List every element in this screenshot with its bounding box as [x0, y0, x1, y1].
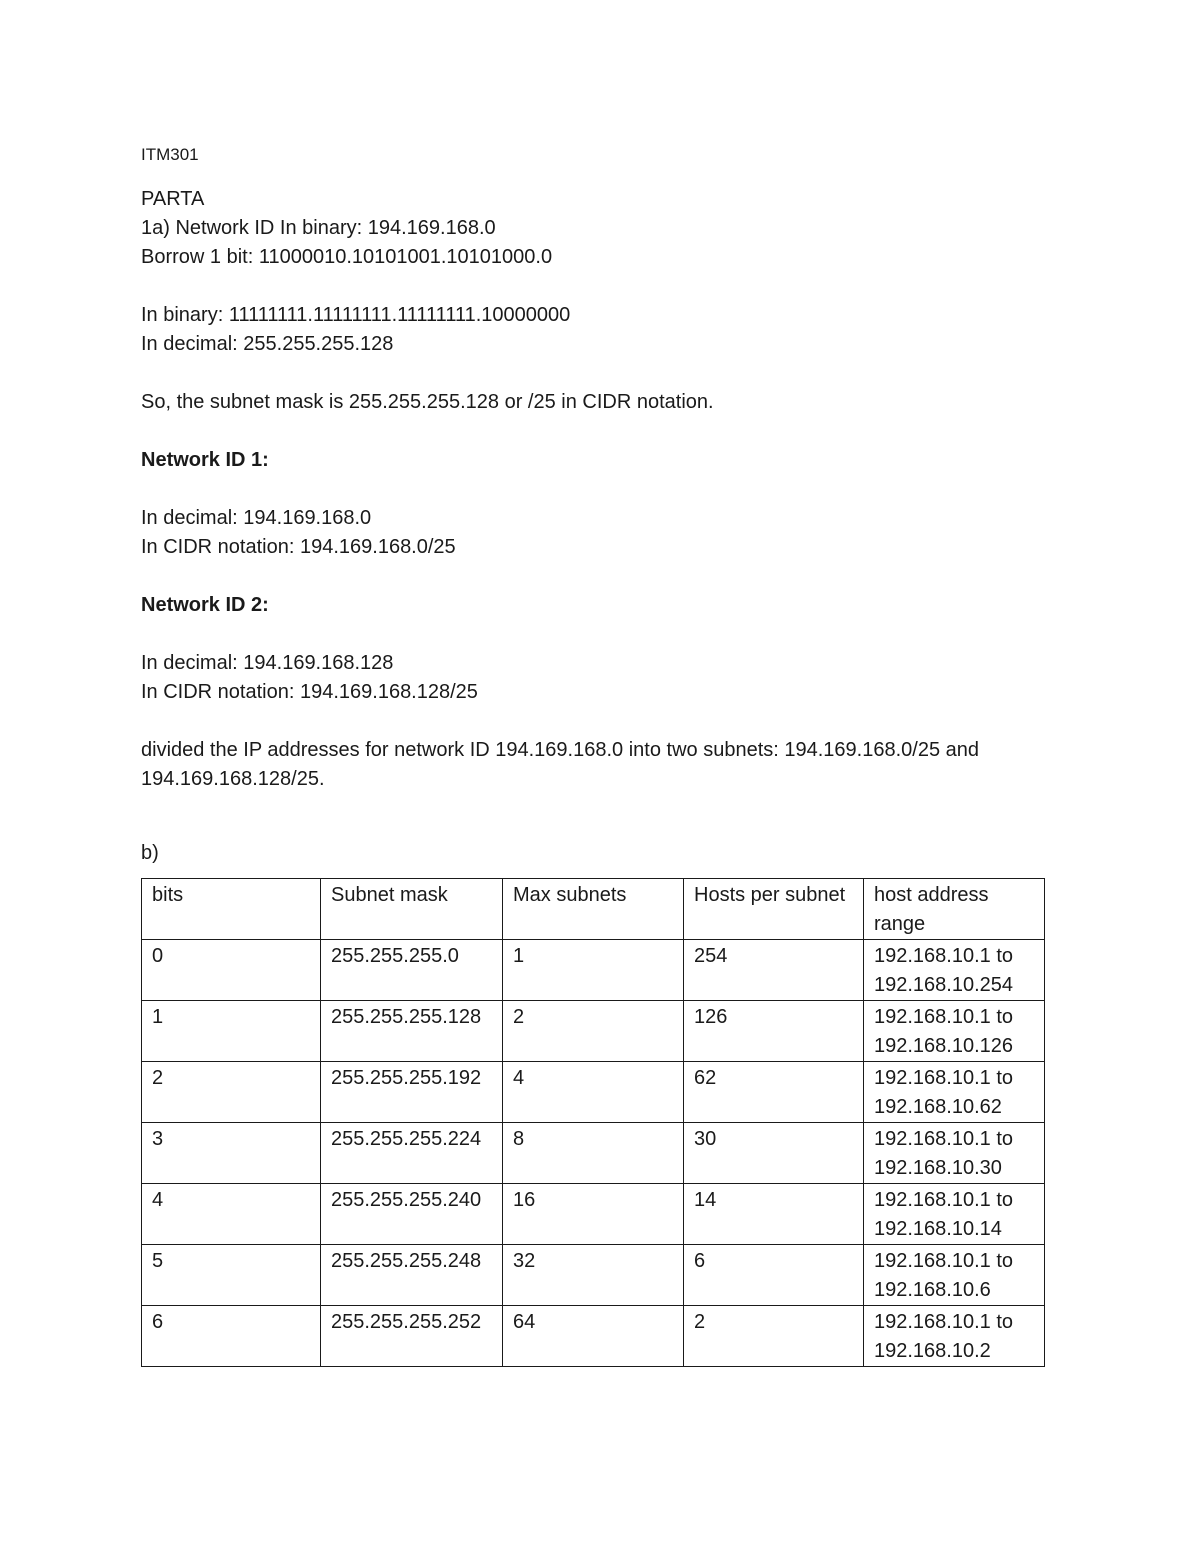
range-start: 192.168.10.1 to — [874, 945, 1014, 967]
document-page — [141, 140, 1061, 1367]
conclusion-paragraph: divided the IP addresses for network ID 194.169.168.0 into two subnets: 194.169.168.0/25 and 194.169.168.128/25. — [141, 739, 979, 790]
cell-host-address-range — [864, 1306, 1045, 1367]
table-header-row — [142, 879, 1045, 940]
cell-subnet-mask: 255.255.255.248 — [321, 1245, 503, 1306]
table-row — [142, 1001, 1045, 1062]
header-bits: bits — [142, 879, 321, 940]
q1b-label: b) — [141, 842, 159, 864]
network2-decimal: In decimal: 194.169.168.128 — [141, 652, 394, 674]
cell-host-address-range — [864, 940, 1045, 1001]
range-end: 192.168.10.2 — [874, 1340, 991, 1362]
range-start: 192.168.10.1 to — [874, 1311, 1014, 1333]
network2-cidr: In CIDR notation: 194.169.168.128/25 — [141, 681, 478, 703]
q1a-prefix: 1a) — [141, 217, 170, 239]
header-host-address-range: host address range — [864, 879, 1045, 940]
cell-bits: 6 — [142, 1306, 321, 1367]
range-start: 192.168.10.1 to — [874, 1067, 1014, 1089]
range-end: 192.168.10.254 — [874, 974, 1014, 996]
part-title: PARTA — [141, 188, 205, 210]
cell-max-subnets: 64 — [503, 1306, 684, 1367]
network2-heading: Network ID 2: — [141, 594, 269, 616]
cell-subnet-mask: 255.255.255.252 — [321, 1306, 503, 1367]
cell-hosts-per-subnet: 254 — [684, 940, 864, 1001]
subnet-table — [141, 878, 1045, 1367]
q1a-network-text: Network ID In binary: 194.169.168.0 — [175, 217, 496, 239]
range-start: 192.168.10.1 to — [874, 1128, 1014, 1150]
cell-hosts-per-subnet: 6 — [684, 1245, 864, 1306]
q1a-summary: So, the subnet mask is 255.255.255.128 or /25 in CIDR notation. — [141, 391, 714, 413]
header-subnet-mask: Subnet mask — [321, 879, 503, 940]
table-row — [142, 1184, 1045, 1245]
cell-subnet-mask: 255.255.255.0 — [321, 940, 503, 1001]
cell-host-address-range — [864, 1001, 1045, 1062]
range-end: 192.168.10.30 — [874, 1157, 1002, 1179]
cell-hosts-per-subnet: 126 — [684, 1001, 864, 1062]
table-row — [142, 940, 1045, 1001]
cell-host-address-range — [864, 1184, 1045, 1245]
cell-hosts-per-subnet: 62 — [684, 1062, 864, 1123]
table-row — [142, 1245, 1045, 1306]
cell-subnet-mask: 255.255.255.224 — [321, 1123, 503, 1184]
cell-hosts-per-subnet: 30 — [684, 1123, 864, 1184]
cell-subnet-mask: 255.255.255.128 — [321, 1001, 503, 1062]
range-end: 192.168.10.14 — [874, 1218, 1002, 1240]
cell-max-subnets: 16 — [503, 1184, 684, 1245]
course-code: ITM301 — [141, 145, 199, 164]
cell-hosts-per-subnet: 2 — [684, 1306, 864, 1367]
q1a-binary-mask: In binary: 11111111.11111111.11111111.10000000 — [141, 304, 571, 326]
q1a-network-line — [141, 214, 1061, 243]
cell-bits: 4 — [142, 1184, 321, 1245]
table-row — [142, 1123, 1045, 1184]
range-end: 192.168.10.6 — [874, 1279, 991, 1301]
cell-host-address-range — [864, 1123, 1045, 1184]
q1a-decimal-mask: In decimal: 255.255.255.128 — [141, 333, 394, 355]
cell-subnet-mask: 255.255.255.240 — [321, 1184, 503, 1245]
table-row — [142, 1062, 1045, 1123]
cell-max-subnets: 4 — [503, 1062, 684, 1123]
cell-host-address-range — [864, 1062, 1045, 1123]
cell-max-subnets: 1 — [503, 940, 684, 1001]
cell-max-subnets: 32 — [503, 1245, 684, 1306]
header-hosts-per-subnet: Hosts per subnet — [684, 879, 864, 940]
cell-bits: 0 — [142, 940, 321, 1001]
network1-decimal: In decimal: 194.169.168.0 — [141, 507, 372, 529]
cell-bits: 1 — [142, 1001, 321, 1062]
network1-heading: Network ID 1: — [141, 449, 269, 471]
cell-max-subnets: 8 — [503, 1123, 684, 1184]
range-end: 192.168.10.62 — [874, 1096, 1002, 1118]
cell-subnet-mask: 255.255.255.192 — [321, 1062, 503, 1123]
cell-bits: 3 — [142, 1123, 321, 1184]
range-start: 192.168.10.1 to — [874, 1189, 1014, 1211]
table-row — [142, 1306, 1045, 1367]
cell-bits: 5 — [142, 1245, 321, 1306]
range-start: 192.168.10.1 to — [874, 1006, 1014, 1028]
cell-host-address-range — [864, 1245, 1045, 1306]
range-end: 192.168.10.126 — [874, 1035, 1014, 1057]
cell-bits: 2 — [142, 1062, 321, 1123]
q1a-borrow-line: Borrow 1 bit: 11000010.10101001.10101000.0 — [141, 246, 553, 268]
cell-max-subnets: 2 — [503, 1001, 684, 1062]
range-start: 192.168.10.1 to — [874, 1250, 1014, 1272]
header-max-subnets: Max subnets — [503, 879, 684, 940]
network1-cidr: In CIDR notation: 194.169.168.0/25 — [141, 536, 456, 558]
cell-hosts-per-subnet: 14 — [684, 1184, 864, 1245]
